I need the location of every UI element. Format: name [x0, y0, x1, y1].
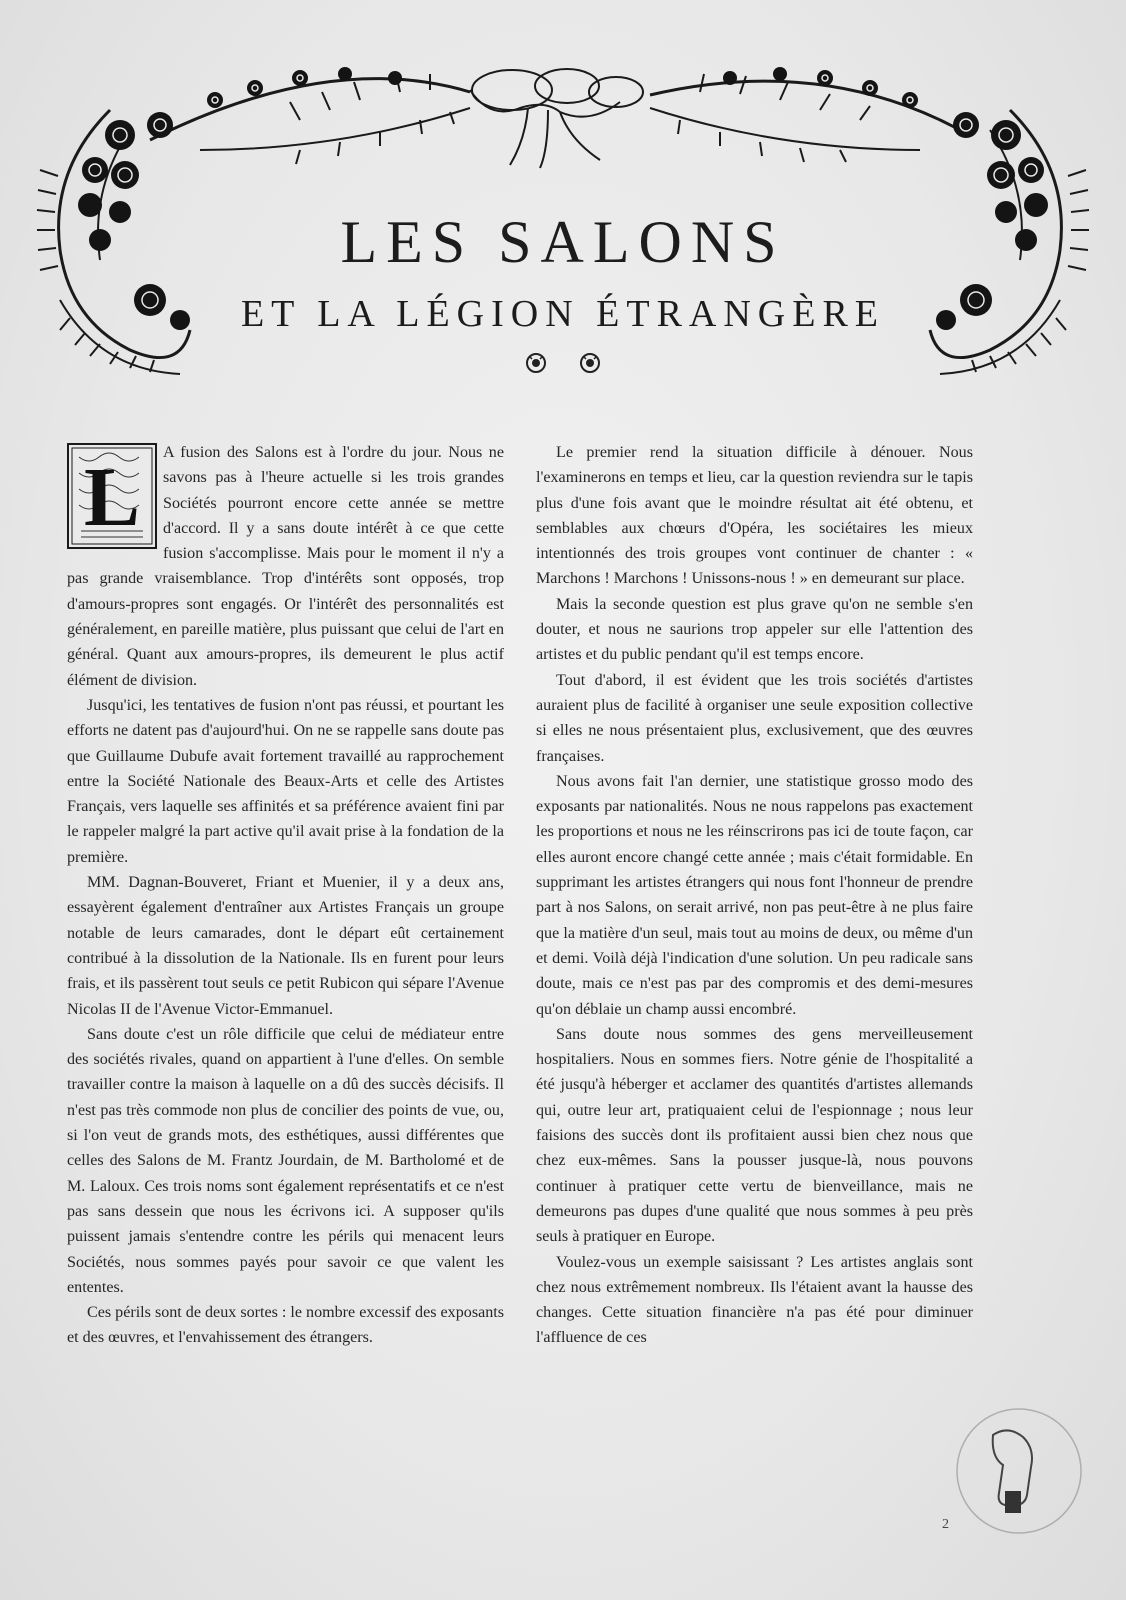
paragraph: Ces périls sont de deux sortes : le nombre excessif des exposants et des œuvres, et l'envahissement des étrangers. — [67, 1304, 505, 1347]
page-number: 2 — [942, 1517, 949, 1532]
drop-cap-letter: L — [83, 451, 141, 544]
paragraph: Tout d'abord, il est évident que les trois sociétés d'artistes auraient plus de facilité à organiser une seule exposition collective si elles ne nous présentaient plus, exclusivement, que des œuvres françaises. — [536, 671, 973, 765]
fleuron-icon — [525, 352, 547, 374]
paragraph: Le premier rend la situation difficile à dénouer. Nous l'examinerons en temps et lieu, car la question reviendra sur le tapis plus d'une fois avant que le moindre résultat ait été obtenu, et semblables aux chœurs d'Opéra, les sociétaires les mieux intentionnés des trois groupes vont continuer de chanter : « Marchons ! Marchons ! Unissons-nous ! » en demeurant sur place. — [536, 444, 973, 588]
paragraph: Sans doute nous sommes des gens merveilleusement hospitaliers. Nous en sommes fiers. Notre génie de l'hospitalité a été jusqu'à héberger et acclamer des quantités d'artistes allemands qui, outre leur art, pratiquaient celui de l'espionnage ; nous leur faisions des succès dont ils profitaient aussi bien chez nous que chez eux-mêmes. Sans la pousser jusque-là, nous pouvons continuer à pratiquer cette vertu de bienveillance, mais ne demeurons pas dupes d'une qualité que nous sommes à peu près seuls à pratiquer en Europe. — [536, 1025, 973, 1246]
paragraph: Jusqu'ici, les tentatives de fusion n'ont pas réussi, et pourtant les efforts ne datent pas d'aujourd'hui. On ne se rappelle sans doute pas que Guillaume Dubufe avait fortement travaillé au rapprochement entre la Société Nationale des Beaux-Arts et celle des Artistes Français, vers laquelle ses affinités et sa préférence avaient fini par le rappeler malgré la part active qu'il avait prise à la fondation de la première. — [67, 696, 504, 866]
article-column-left — [67, 440, 504, 1351]
fleuron-divider — [0, 352, 1126, 379]
article-column-right — [536, 440, 973, 1351]
paragraph: MM. Dagnan-Bouveret, Friant et Muenier, il y a deux ans, essayèrent également d'entraîner aux Artistes Français un groupe notable de leurs camarades, dont le départ eût certainement contribué à la dissolution de la Nationale. Ils en furent pour leurs frais, et ils passèrent tout seuls ce petit Rubicon qui sépare l'Avenue Nicolas II de l'Avenue Victor-Emmanuel. — [67, 874, 504, 1018]
page-subtitle: ET LA LÉGION ÉTRANGÈRE — [240, 293, 886, 335]
library-hand-stamp-icon — [953, 1405, 1085, 1537]
drop-cap-ornament — [67, 443, 157, 549]
paragraph: A fusion des Salons est à l'ordre du jour. Nous ne savons pas à l'heure actuelle si les trois grandes Sociétés pourront encore cette année se mettre d'accord. Il y a sans doute intérêt à ce que cette fusion s'accomplisse. Mais pour le moment il n'y a pas grande vraisemblance. Trop d'intérêts sont opposés, trop d'amours-propres sont engagés. Or l'intérêt des personnalités est généralement, en pareille matière, plus puissant que celui de l'art en général. Quant aux amours-propres, ils demeurent le plus actif élément de division. — [67, 444, 504, 689]
fleuron-icon — [579, 352, 601, 374]
paragraph: Sans doute c'est un rôle difficile que celui de médiateur entre des sociétés rivales, quand on appartient à l'une d'elles. On semble travailler contre la maison à laquelle on a dû des succès décisifs. Il n'est pas très commode non plus de concilier des points de vue, ou, si l'on veut de grands mots, des esthétiques, aussi différentes que celles des Salons de M. Frantz Jourdain, de M. Bartholomé et de M. Laloux. Ces trois noms sont également représentatifs et ce n'est pas sans dessein que nous les écrivons ici. A supposer qu'ils puissent jamais s'entendre contre les périls qui menacent leurs Sociétés, nous sommes payés pour savoir ce que valent les ententes. — [67, 1025, 504, 1296]
paragraph: Mais la seconde question est plus grave qu'on ne semble s'en douter, et nous ne saurions trop appeler sur elle l'attention des artistes et du public pendant qu'il est temps encore. — [536, 595, 973, 664]
paragraph: Voulez-vous un exemple saisissant ? Les artistes anglais sont chez nous extrêmement nombreux. Ils l'étaient avant la hausse des changes. Cette situation financière n'a pas été pour diminuer l'affluence de ces — [536, 1253, 973, 1347]
paragraph: Nous avons fait l'an dernier, une statistique grosso modo des exposants par nationalités. Nous ne nous rappelons pas exactement les proportions et nous ne les réinscrirons pas ici de toute façon, car elles auront encore changé cette année ; mais c'était formidable. En supprimant les artistes étrangers qui nous font l'honneur de prendre part à nos Salons, on serait arrivé, non pas peut-être à ne plus faire que la matière d'un seul, mais tout au moins de deux, ou même d'un et demi. Voilà déjà l'indication d'une solution. Un peu radicale sans doute, mais ce n'est pas par des compromis et des demi-mesures qu'on déblaie un champ aussi encombré. — [536, 772, 973, 1018]
page-title: LES SALONS — [340, 209, 786, 275]
